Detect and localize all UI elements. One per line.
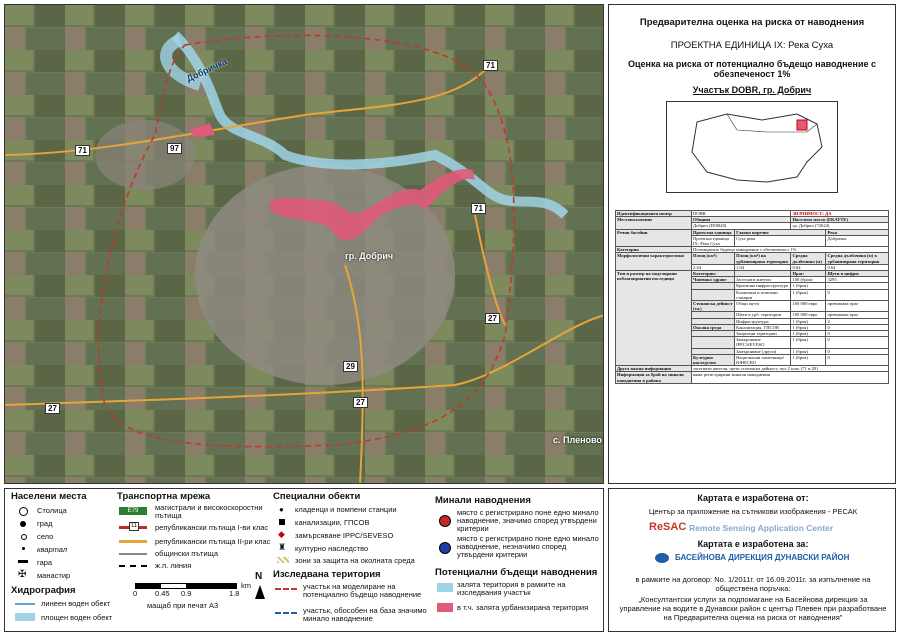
morph-label: Морфологични характеристики (616, 253, 692, 271)
credits-panel (608, 488, 896, 632)
impact-cell: Човешко здраве (691, 277, 734, 283)
impact-cell: Засегнати жители (735, 277, 791, 283)
municipality-value: Добрич (DOB28) (691, 223, 791, 229)
impact-cell: Критична инфраструктура (735, 283, 791, 289)
impact-cell: Стопанска дейност (ха.) (692, 301, 733, 312)
morph-header: Средна дълбочина (м) (791, 253, 826, 264)
legend-item: линеен воден обект (41, 599, 111, 608)
impact-cell: 0 (826, 324, 889, 330)
legend-item: манастир (37, 571, 71, 580)
road-label: 27 (45, 403, 60, 414)
north-arrow-shape (255, 585, 265, 599)
legend-item: културно наследство (295, 544, 369, 553)
map-subtitle: Оценка на риска от потенциално бъдещо наводнение с обезпеченост 1% (628, 59, 876, 79)
impact-cell: Културно наследство (691, 354, 734, 365)
legend-item: канализации, ГПСОВ (295, 518, 370, 527)
area-water-icon (15, 613, 35, 621)
made-by-label: Картата е изработена от: (697, 493, 809, 503)
satellite-map[interactable] (5, 5, 604, 484)
modelled-area-icon (275, 588, 297, 590)
quarter-icon (22, 547, 25, 550)
flooded-urban-icon (437, 603, 453, 612)
directorate-name: БАСЕЙНОВА ДИРЕКЦИЯ ДУНАВСКИ РАЙОН (675, 553, 850, 562)
impact-cell: Общи щети (735, 301, 791, 312)
north-arrow-icon: N (255, 571, 263, 582)
legend-future-title: Потенциални бъдещи наводнения (435, 567, 598, 578)
legend-item: общински пътища (155, 549, 218, 558)
past-area-icon (275, 612, 297, 614)
insignificant-flood-icon (439, 542, 451, 554)
made-for-label: Картата е изработена за: (697, 539, 809, 549)
impact-cell: 0 (826, 331, 889, 337)
impact-cell: 0 (826, 289, 889, 300)
legend-item: Столица (37, 506, 67, 515)
past-label: Информация за брой на минали наводнения в района (616, 372, 692, 383)
project-text: „Консултантски услуги за подпомагане на Басейнова дирекция за управление на водите в Дунавски район с център Плевен при разработване на Предварителна оценка на риска от наводнения" (619, 595, 887, 622)
resac-full-name: Remote Sensing Application Center (689, 523, 834, 533)
flooded-area-icon (437, 583, 453, 592)
main-river-header: Главно поречие (735, 229, 826, 235)
morph-value: 2.44 (691, 264, 734, 270)
monastery-icon: ✠ (18, 569, 27, 580)
legend-item: залята територия в рамките на изследвания участък (457, 580, 566, 597)
legend-special-title: Специални обекти (273, 491, 361, 502)
impact-cell: превишава праг (826, 301, 889, 312)
legend-item: замърсяване IPPC/SEVESO (295, 531, 394, 540)
pu-value: Проектна единица IX: Река Суха (691, 235, 734, 246)
scale-tick: 0.9 (181, 589, 192, 598)
scale-tick: 0 (133, 589, 138, 598)
morph-header: Средна дълбочина (м) в урбанизирана територия (826, 253, 889, 264)
legend-item: магистрали и високоскоростни пътища (155, 503, 263, 520)
resac-logo: ReSAC (649, 521, 687, 533)
town-label: с. Пленово (553, 435, 602, 445)
legend-transport-title: Транспортна мрежа (117, 491, 211, 502)
basin-label: Речни басейни (616, 229, 692, 247)
morph-value: 0.64 (826, 264, 889, 270)
scale-unit: km (241, 581, 251, 590)
category-value: Потенциално бъдещо наводнение с обезпеченост 1% (691, 247, 888, 253)
map-title: Предварителна оценка на риска от наводнения (639, 17, 865, 28)
significance: ЗНАЧИМОСТ: ДА (791, 211, 889, 217)
morph-value: 0.64 (791, 264, 826, 270)
protected-zone-icon (277, 557, 289, 563)
scale-tick: 1.8 (229, 589, 240, 598)
impact-cell: 1 (броя) (791, 337, 826, 348)
legend-settlements-title: Населени места (11, 491, 87, 502)
location-label: Местоположение (616, 217, 692, 229)
past-value: няма регистрирани минали наводнения (691, 372, 888, 383)
impact-cell: превишава праг (826, 312, 889, 318)
heritage-icon: ♜ (278, 542, 287, 552)
locator-map (666, 101, 838, 193)
legend-study-title: Изследвана територия (273, 569, 381, 580)
legend-item: кладенци и помпени станции (295, 505, 397, 514)
legend-item: ж.п. линия (155, 561, 192, 570)
map-panel[interactable] (4, 4, 604, 484)
legend-item: в т.ч. залята урбанизирана територия (457, 603, 589, 612)
impact-cell: 1 (броя) (791, 283, 826, 289)
road-label: 71 (75, 145, 90, 156)
impact-cell: 1 (броя) (791, 318, 826, 324)
location-marker (797, 120, 807, 130)
other-value: засегнати жители, щети стопанска дейност; път 2 клас (71 и 29) (691, 366, 888, 372)
impact-type-label: Тип и размер на моделирани неблагоприятни последици (616, 271, 692, 366)
sewage-icon (279, 519, 285, 525)
legend-item: републикански пътища I-ви клас (155, 523, 269, 532)
road-label: 29 (343, 361, 358, 372)
legend-item: участък на моделиране на потенциално бъдещо наводнение (303, 582, 422, 599)
impact-cell: Канализация, ГПСОВ (735, 324, 791, 330)
impact-cell: 100 (броя) (791, 277, 826, 283)
impact-cell: Замърсяване (други) (735, 348, 791, 354)
municipality-header: Община (691, 217, 791, 223)
road-class2-icon (119, 540, 147, 543)
station-icon (18, 560, 28, 563)
legend-past-title: Минали наводнения (435, 495, 531, 506)
impact-cell (691, 289, 734, 300)
section-name: Участък DOBR, гр. Добрич (692, 85, 812, 95)
legend-item: площен воден обект (41, 613, 113, 622)
impact-cell: Национални паметници/ЮНЕСКО (735, 354, 791, 365)
road-label: 71 (471, 203, 486, 214)
impact-cell: 1 (броя) (791, 348, 826, 354)
well-icon: ● (279, 505, 284, 514)
id-value: DOBR (691, 211, 791, 217)
impact-cell: 1 (броя) (791, 324, 826, 330)
impact-cell: Клинични и помпени станции (735, 289, 791, 300)
legend-item: място с регистрирано поне едно минало наводнение, значимо според утвърдени критерии (457, 508, 599, 533)
impact-cell: 1 (броя) (791, 289, 826, 300)
impact-cell: 3295 (826, 277, 889, 283)
directorate-logo-icon (655, 553, 669, 563)
village-icon (21, 534, 27, 540)
settlement-header: Населено място (ЕКАТТЕ) (791, 217, 889, 223)
legend-item: зони за защита на околната среда (295, 556, 415, 565)
significant-flood-icon (439, 515, 451, 527)
legend-item: място с регистрирано поне едно минало наводнение, незначимо според утвърдени критерии (457, 534, 599, 559)
river-value: Добричка (826, 235, 889, 246)
impact-rows (616, 271, 889, 366)
legend-item: село (37, 532, 54, 541)
impact-cell: 1 (броя) (791, 354, 826, 365)
legend-hydro-title: Хидрография (11, 585, 76, 596)
project-unit: ПРОЕКТНА ЕДИНИЦА IX: Река Суха (670, 40, 834, 51)
impact-cell: 1 (броя) (791, 331, 826, 337)
road-class1-badge: 11 (131, 523, 138, 529)
impact-col-header: Щети в цифри: (826, 271, 889, 277)
impact-cell: Околна среда (691, 324, 734, 330)
legend-panel (4, 488, 604, 632)
impact-cell: 0 (826, 348, 889, 354)
capital-icon (19, 507, 28, 516)
city-icon (20, 521, 26, 527)
risk-info-table (615, 210, 889, 384)
scale-tick: 0.45 (155, 589, 170, 598)
road-label: 97 (167, 143, 182, 154)
impact-cell: 2 (826, 318, 889, 324)
morph-value: 1.04 (735, 264, 791, 270)
road-label: 71 (483, 60, 498, 71)
other-label: Друга важна информация (616, 366, 692, 372)
motorway-icon: E79 (119, 507, 147, 515)
category-label: Категория (616, 247, 692, 253)
impact-cell: - (826, 283, 889, 289)
info-panel (608, 4, 896, 484)
linear-water-icon (15, 603, 35, 605)
id-label: Идентификационен номер (616, 211, 692, 217)
railway-icon (119, 565, 147, 569)
impact-col-header: Категория: (691, 271, 734, 277)
morph-header: Площ (км²) (691, 253, 734, 264)
contract-text: в рамките на договор: No. 1/2011г. от 16.09.2011г. за изпълнение на обществена поръчка: (635, 575, 871, 593)
pollution-icon: ◆ (278, 529, 285, 539)
settlement-value: гр. Добрич (72624) (791, 223, 889, 229)
city-label: гр. Добрич (345, 251, 394, 261)
scale-label: мащаб при печат А3 (147, 601, 219, 610)
road-label: 27 (353, 397, 368, 408)
impact-cell: Щети в урб. територии (735, 312, 791, 318)
impact-cell: 100 000 евро (791, 301, 826, 312)
legend-item: републикански пътища II-ри клас (155, 537, 271, 546)
road-label: 27 (485, 313, 500, 324)
impact-cell (691, 337, 734, 348)
river-header: Река (826, 229, 889, 235)
legend-item: участък, обособен на база значимо минало наводнение (303, 606, 427, 623)
municipal-road-icon (119, 553, 147, 555)
legend-item: гара (37, 558, 53, 567)
impact-col-header: Праг: (791, 271, 826, 277)
impact-cell: 0 (826, 337, 889, 348)
morph-header: Площ (км²) на урбанизирана територия (735, 253, 791, 264)
legend-item: квартал (37, 545, 68, 554)
impact-cell: 0 (826, 354, 889, 365)
pu-header: Проектна единица (691, 229, 734, 235)
impact-cell: 100 000 евро (791, 312, 826, 318)
resac-center: Център за приложение на сътникови изображения - РЕСАК (648, 507, 858, 516)
impact-cell: Защитени територии (735, 331, 791, 337)
impact-cell: Замърсяване IPPC/SEVESO (735, 337, 791, 348)
legend-item: град (37, 519, 53, 528)
main-river-value: Суха река (735, 235, 826, 246)
river-label: Добричка (184, 56, 229, 84)
impact-cell: Инфраструктура (735, 318, 791, 324)
